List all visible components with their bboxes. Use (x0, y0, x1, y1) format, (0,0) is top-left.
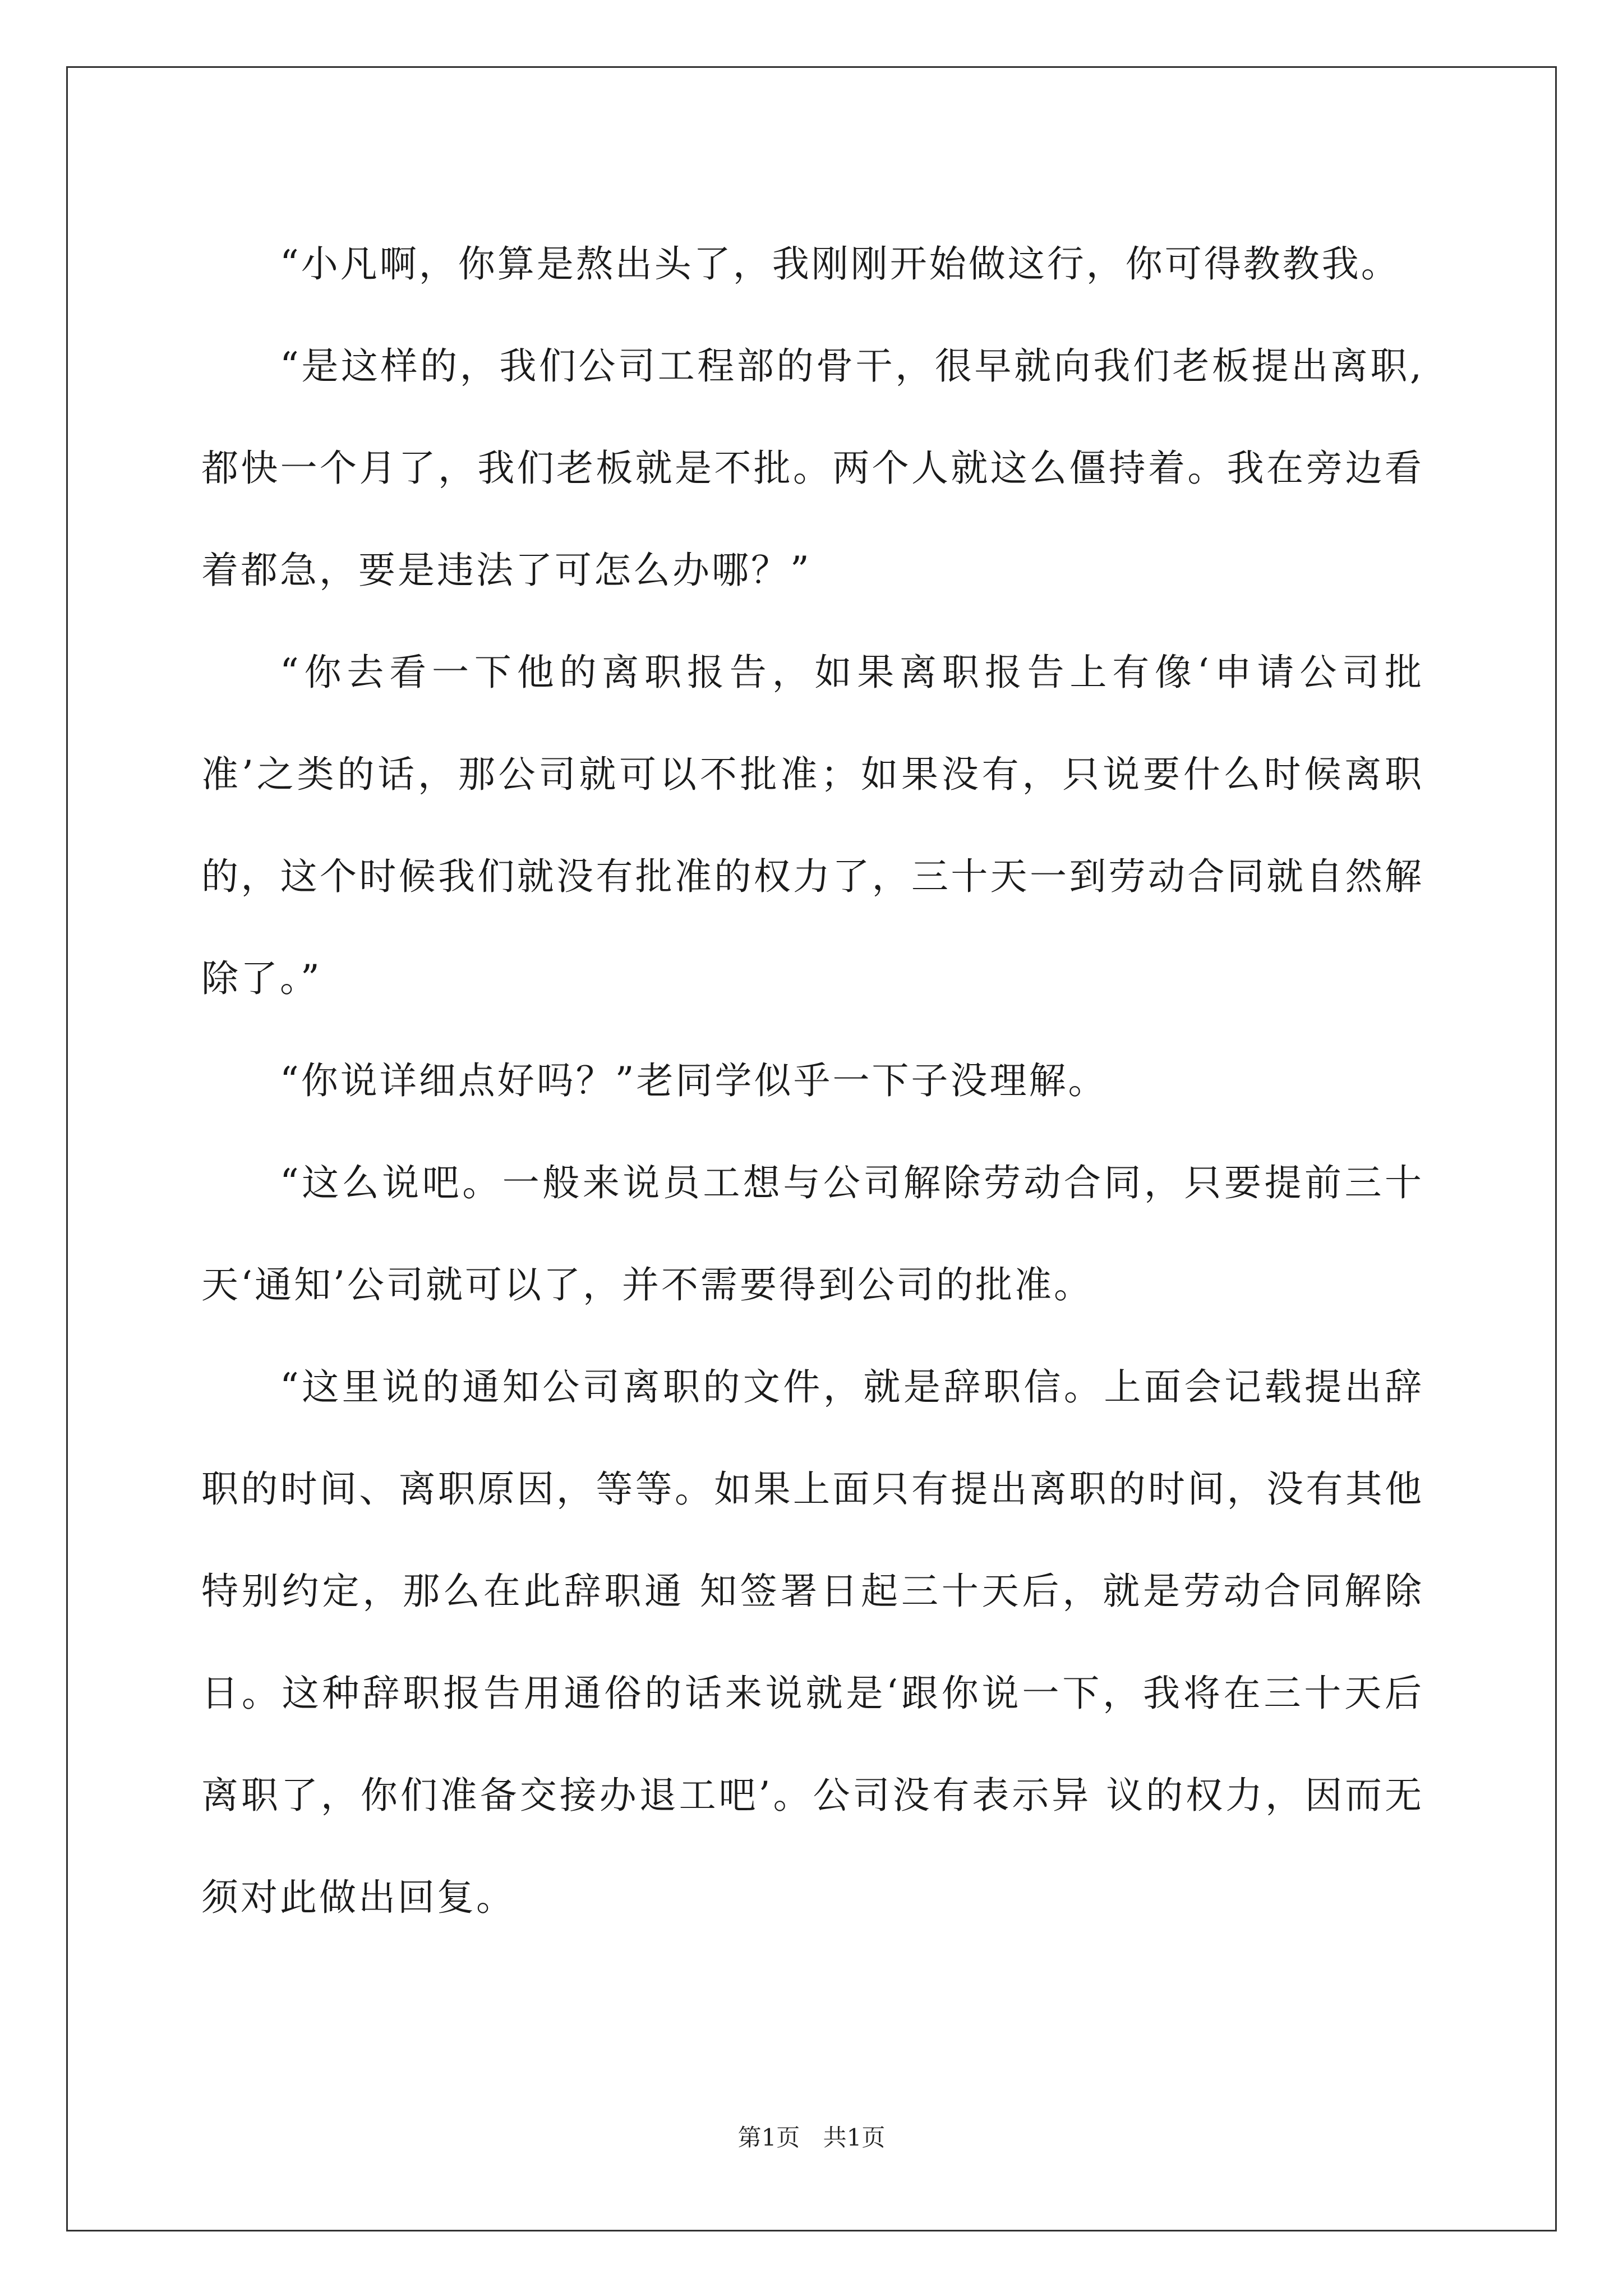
paragraph-5: “这么说吧。一般来说员工想与公司解除劳动合同，只要提前三十天‘通知’公司就可以了，并不需要得到公司的批准。 (201, 1161, 1424, 1306)
page-footer (0, 2119, 1623, 2153)
paragraph-2: “是这样的，我们公司工程部的骨干，很早就向我们老板提出离职,都快一个月了，我们老板就是不批。两个人就这么僵持着。我在旁边看着都急，要是违法了可怎么办哪？” (201, 344, 1424, 592)
paragraph-6: “这里说的通知公司离职的文件，就是辞职信。上面会记载提出辞职的时间、离职原因，等等。如果上面只有提出离职的时间，没有其他特别约定，那么在此辞职通 知签署日起三十天后，就是劳动合同解除日。这种辞职报告用通俗的话来说就是‘跟你说一下，我将在三十天后离职了，你们准备交接办退工吧’。公司没有表示异 议的权力，因而无须对此做出回复。 (201, 1365, 1424, 1919)
paragraph-4: “你说详细点好吗？”老同学似乎一下子没理解。 (280, 1059, 1108, 1102)
paragraph-3: “你去看一下他的离职报告，如果离职报告上有像‘申请公司批准’之类的话，那公司就可以不批准；如果没有，只说要什么时候离职的，这个时候我们就没有批准的权力了，三十天一到劳动合同就自然解除了。” (201, 651, 1424, 1000)
document-body (201, 213, 1424, 1949)
page-total: 共1页 (823, 2124, 886, 2151)
page-number: 第1页 (737, 2124, 800, 2151)
paragraph-1: “小凡啊，你算是熬出头了，我刚刚开始做这行，你可得教教我。 (280, 242, 1400, 286)
